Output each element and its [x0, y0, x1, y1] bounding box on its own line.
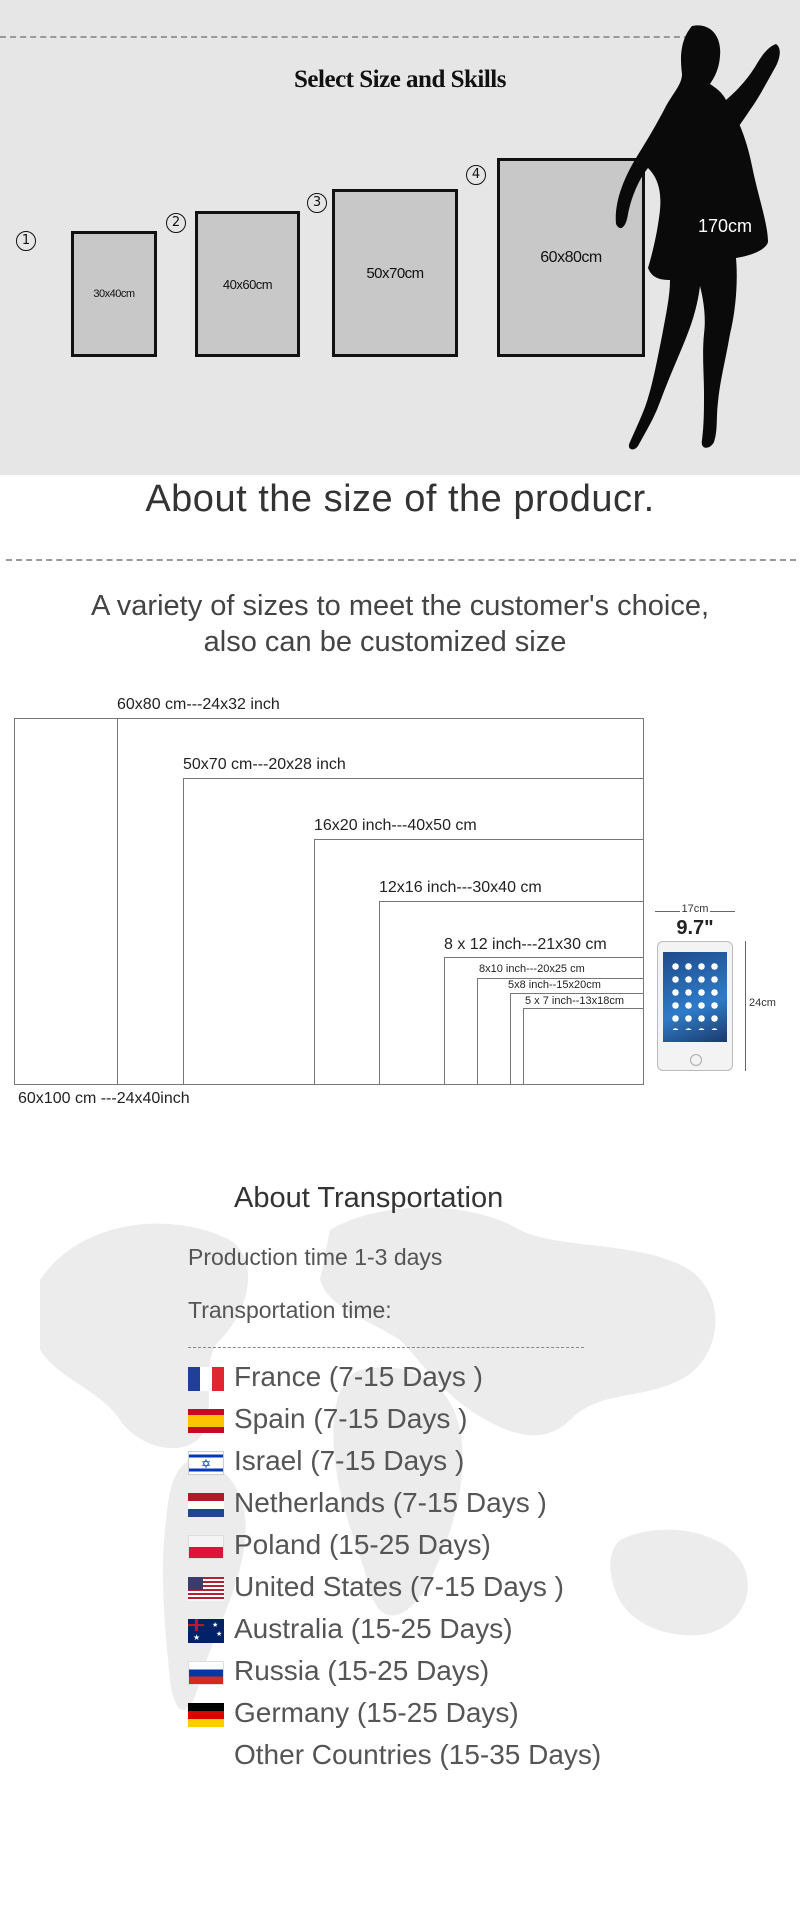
tablet-model-label: 9.7": [676, 917, 714, 939]
australia-flag-icon: ★ ★ ★: [188, 1619, 224, 1643]
size-label: 12x16 inch---30x40 cm: [379, 879, 542, 896]
country-label: Israel (7-15 Days ): [234, 1445, 465, 1476]
size-label: 8x10 inch---20x25 cm: [479, 963, 585, 975]
frame-label: 30x40cm: [93, 288, 135, 300]
france-flag-icon: [188, 1367, 224, 1391]
size-number-4: 4: [466, 165, 486, 185]
height-label: 170cm: [698, 216, 753, 236]
netherlands-flag-icon: [188, 1493, 224, 1517]
country-label: Poland (15-25 Days): [234, 1529, 491, 1560]
tablet-width-label: 17cm: [681, 903, 709, 915]
transportation-title: About Transportation: [234, 1182, 504, 1214]
country-label: Australia (15-25 Days): [234, 1613, 513, 1644]
frame-label: 60x80cm: [540, 248, 602, 266]
country-label: Germany (15-25 Days): [234, 1697, 519, 1728]
germany-flag-icon: [188, 1703, 224, 1727]
size-caption: About the size of the producr.: [145, 478, 655, 520]
country-label: Other Countries (15-35 Days): [234, 1739, 602, 1770]
tablet-height-label: 24cm: [749, 997, 776, 1009]
production-time: Production time 1-3 days: [188, 1244, 443, 1270]
country-label: France (7-15 Days ): [234, 1361, 483, 1392]
size-label: 60x80 cm---24x32 inch: [117, 696, 280, 713]
size-label: 8 x 12 inch---21x30 cm: [444, 936, 607, 953]
size-number-3: 3: [307, 193, 327, 213]
size-label: 50x70 cm---20x28 inch: [183, 756, 346, 773]
size-label: 60x100 cm ---24x40inch: [18, 1090, 190, 1107]
size-number-1: 1: [16, 231, 36, 251]
size-intro-line1: A variety of sizes to meet the customer's choice,: [90, 590, 710, 622]
banner-title: Select Size and Skills: [294, 66, 506, 93]
size-label: 5 x 7 inch--13x18cm: [525, 995, 625, 1007]
frame-label: 40x60cm: [222, 276, 273, 292]
size-label: 16x20 inch---40x50 cm: [314, 817, 477, 834]
size-intro-line2: also can be customized size: [203, 626, 567, 658]
country-label: Russia (15-25 Days): [234, 1655, 490, 1686]
size-label: 5x8 inch--15x20cm: [508, 979, 601, 991]
israel-flag-icon: ✡: [188, 1451, 224, 1475]
transportation-time-label: Transportation time:: [188, 1297, 392, 1323]
country-label: Netherlands (7-15 Days ): [234, 1487, 547, 1518]
frame-label: 50x70cm: [366, 264, 424, 282]
poland-flag-icon: [188, 1535, 224, 1559]
size-number-2: 2: [166, 213, 186, 233]
spain-flag-icon: [188, 1409, 224, 1433]
country-label: Spain (7-15 Days ): [234, 1403, 468, 1434]
country-label: United States (7-15 Days ): [234, 1571, 564, 1602]
united-states-flag-icon: [188, 1577, 224, 1601]
russia-flag-icon: [188, 1661, 224, 1685]
